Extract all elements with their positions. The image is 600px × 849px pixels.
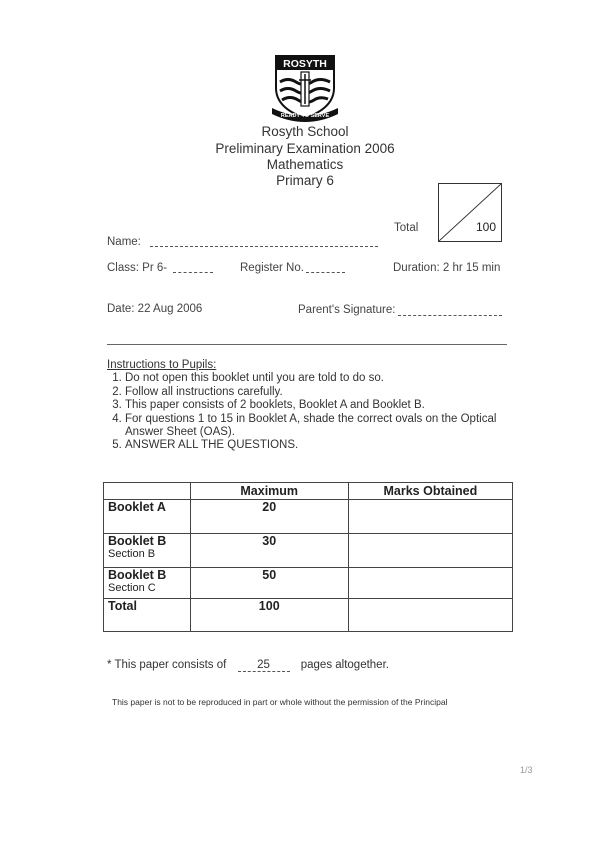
- instructions-heading: Instructions to Pupils:: [107, 359, 217, 371]
- register-label: Register No.: [240, 262, 304, 274]
- exam-title: Preliminary Examination 2006: [215, 141, 395, 156]
- parent-signature-label: Parent's Signature:: [298, 304, 396, 316]
- svg-text:ROSYTH: ROSYTH: [283, 58, 327, 70]
- row-label: [104, 500, 191, 534]
- table-row: [104, 599, 513, 632]
- marks-table: [103, 482, 513, 632]
- date-text: Date: 22 Aug 2006: [107, 303, 203, 315]
- name-field[interactable]: [150, 246, 378, 247]
- marks-table-header: [104, 483, 513, 500]
- table-row: [104, 534, 513, 568]
- subject-title: Mathematics: [266, 157, 344, 172]
- class-field[interactable]: [173, 272, 213, 273]
- row-label-sub: Section B: [108, 548, 156, 560]
- row-marks-obtained[interactable]: [348, 568, 512, 599]
- row-marks-obtained[interactable]: [348, 534, 512, 568]
- instruction-item: 1. Do not open this booklet until you are told to do so.: [125, 372, 507, 385]
- header-maximum: Maximum: [190, 483, 348, 500]
- total-label: Total: [394, 222, 419, 234]
- name-label: Name:: [107, 236, 141, 248]
- register-field[interactable]: [306, 272, 345, 273]
- row-label: [104, 599, 191, 632]
- page-count-note: [107, 659, 389, 672]
- page-count-suffix: pages altogether.: [300, 659, 389, 671]
- instruction-item: 2. Follow all instructions carefully.: [125, 386, 507, 399]
- instruction-item: 3. This paper consists of 2 booklets, Booklet A and Booklet B.: [125, 399, 507, 412]
- row-maximum: 30: [190, 534, 348, 568]
- row-label-main: Booklet B: [108, 534, 167, 548]
- page-count-value: 25: [238, 659, 290, 672]
- school-crest: [268, 52, 342, 122]
- instructions-list: [107, 372, 507, 452]
- row-maximum: 20: [190, 500, 348, 534]
- instruction-item: 4. For questions 1 to 15 in Booklet A, shade the correct ovals on the Optical Answer Sheet (OAS).: [125, 413, 507, 440]
- row-marks-obtained[interactable]: [348, 500, 512, 534]
- instruction-item: 5. ANSWER ALL THE QUESTIONS.: [125, 439, 507, 452]
- row-label: [104, 534, 191, 568]
- header-marks-obtained: Marks Obtained: [348, 483, 512, 500]
- row-maximum: 50: [190, 568, 348, 599]
- crest-icon: [268, 52, 342, 122]
- row-maximum: 100: [190, 599, 348, 632]
- row-label-main: Total: [108, 599, 137, 613]
- class-label: Class: Pr 6-: [107, 262, 168, 274]
- instructions-block: [107, 359, 507, 453]
- row-label: [104, 568, 191, 599]
- row-marks-obtained[interactable]: [348, 599, 512, 632]
- total-score-box[interactable]: [438, 183, 502, 242]
- duration-text: Duration: 2 hr 15 min: [393, 262, 501, 274]
- parent-signature-field[interactable]: [398, 315, 502, 316]
- svg-text:READY TO SERVE: READY TO SERVE: [280, 113, 330, 119]
- row-label-sub: Section C: [108, 582, 156, 594]
- total-max: 100: [475, 220, 496, 234]
- copyright-notice: This paper is not to be reproduced in part or whole without the permission of the Principal: [112, 697, 448, 707]
- table-row: [104, 568, 513, 599]
- level-title: Primary 6: [276, 173, 334, 188]
- section-divider: [107, 344, 507, 345]
- row-label-main: Booklet B: [108, 568, 167, 582]
- header-blank: [104, 483, 191, 500]
- page-marker: 1/3: [520, 765, 533, 775]
- table-row: [104, 500, 513, 534]
- page-count-prefix: * This paper consists of: [107, 659, 227, 671]
- school-name: Rosyth School: [261, 124, 349, 139]
- row-label-main: Booklet A: [108, 500, 166, 514]
